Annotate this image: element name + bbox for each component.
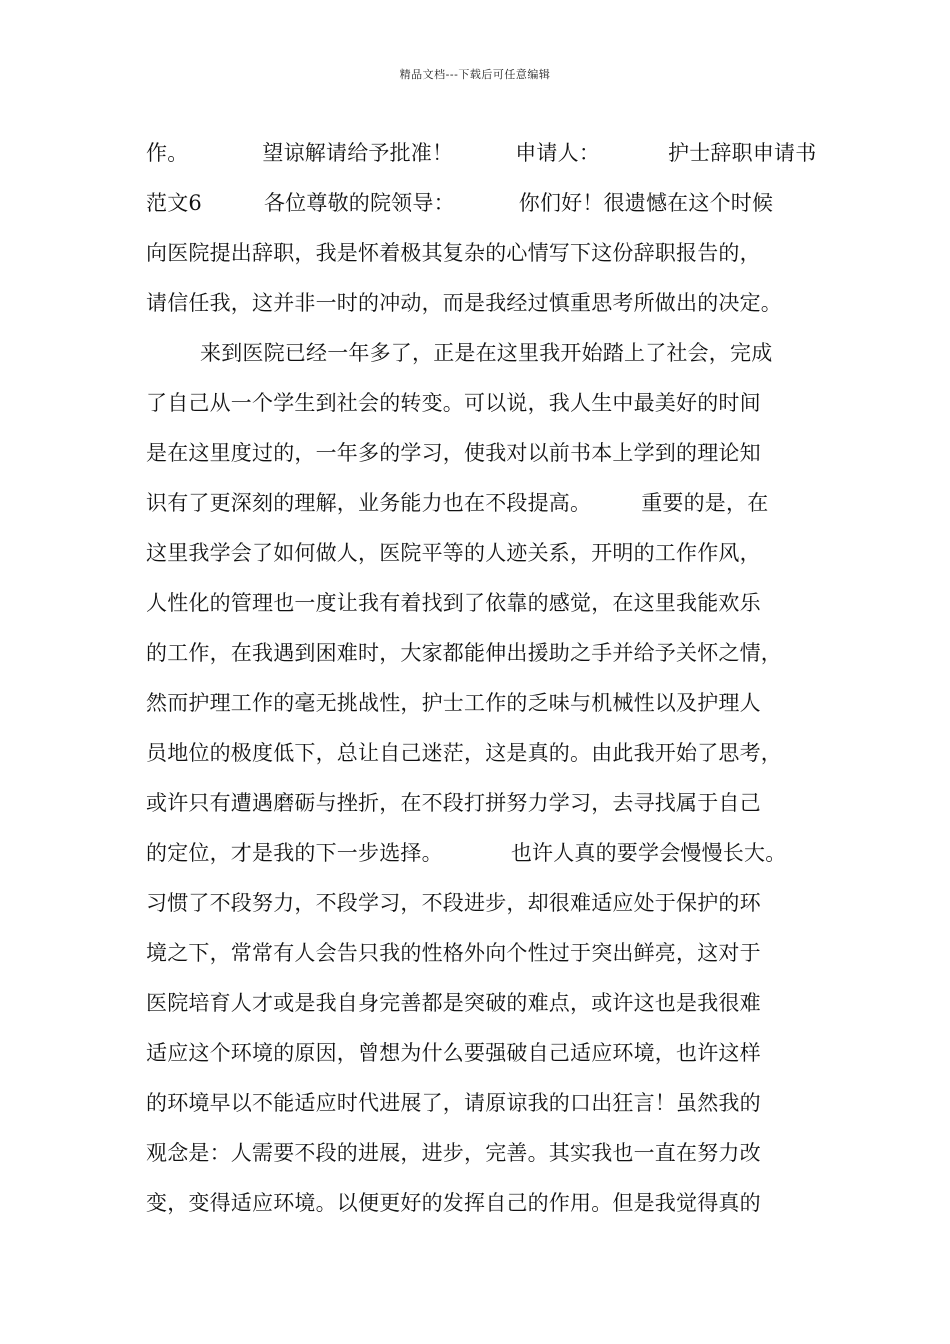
- text-segment: 识有了更深刻的理解，业务能力也在不段提高。: [146, 491, 592, 515]
- document-body: [146, 128, 826, 1228]
- text-line: 观念是：人需要不段的进展，进步，完善。其实我也一直在努力改: [146, 1141, 761, 1165]
- text-line: 境之下，常常有人会告只我的性格外向个性过于突出鲜亮，这对于: [146, 941, 761, 965]
- text-segment: 作。: [146, 141, 189, 165]
- text-line: 人性化的管理也一度让我有着找到了依靠的感觉，在这里我能欢乐: [146, 591, 761, 615]
- text-line: [146, 128, 826, 178]
- text-line: [146, 178, 826, 228]
- text-line: 请信任我，这并非一时的冲动，而是我经过慎重思考所做出的决定。: [146, 291, 782, 315]
- text-segment: 也许人真的要学会慢慢长大。: [510, 841, 787, 865]
- text-line: 然而护理工作的毫无挑战性，护士工作的乏味与机械性以及护理人: [146, 691, 761, 715]
- text-line: 这里我学会了如何做人，医院平等的人迹关系，开明的工作作风，: [146, 541, 761, 565]
- text-segment: 来到医院已经一年多了，正是在这里我开始踏上了社会，完成: [200, 341, 773, 365]
- text-segment: 护士辞职申请书: [668, 141, 817, 165]
- text-line: 或许只有遭遇磨砺与挫折，在不段打拼努力学习，去寻找属于自己: [146, 791, 761, 815]
- text-line: 习惯了不段努力，不段学习，不段进步，却很难适应处于保护的环: [146, 891, 761, 915]
- text-line: 向医院提出辞职，我是怀着极其复杂的心情写下这份辞职报告的，: [146, 241, 761, 265]
- text-line: 医院培育人才或是我自身完善都是突破的难点，或许这也是我很难: [146, 991, 761, 1015]
- text-line: 员地位的极度低下，总让自己迷茫，这是真的。由此我开始了思考，: [146, 741, 782, 765]
- text-line: [146, 828, 826, 878]
- text-line: [146, 478, 826, 528]
- text-segment: 各位尊敬的院领导：: [263, 191, 455, 215]
- text-line: 的工作，在我遇到困难时，大家都能伸出援助之手并给予关怀之情，: [146, 641, 782, 665]
- text-segment: 你们好！很遗憾在这个时候: [518, 191, 774, 215]
- text-segment: 申请人：: [515, 141, 601, 165]
- page-header: 精品文档---下载后可任意编辑: [399, 68, 551, 81]
- text-line: 是在这里度过的，一年多的学习，使我对以前书本上学到的理论知: [146, 441, 761, 465]
- text-line: 了自己从一个学生到社会的转变。可以说，我人生中最美好的时间: [146, 391, 761, 415]
- text-line: 的环境早以不能适应时代进展了，请原谅我的口出狂言！虽然我的: [146, 1091, 761, 1115]
- text-segment: 的定位，才是我的下一步选择。: [146, 841, 443, 865]
- text-segment: 望谅解请给予批准！: [262, 141, 454, 165]
- paragraph-start-line: [146, 328, 826, 378]
- text-segment: 重要的是，在: [641, 491, 769, 515]
- text-segment: 范文6: [146, 191, 202, 215]
- text-line: 变，变得适应环境。以便更好的发挥自己的作用。但是我觉得真的: [146, 1191, 761, 1215]
- text-line: 适应这个环境的原因，曾想为什么要强破自己适应环境，也许这样: [146, 1041, 761, 1065]
